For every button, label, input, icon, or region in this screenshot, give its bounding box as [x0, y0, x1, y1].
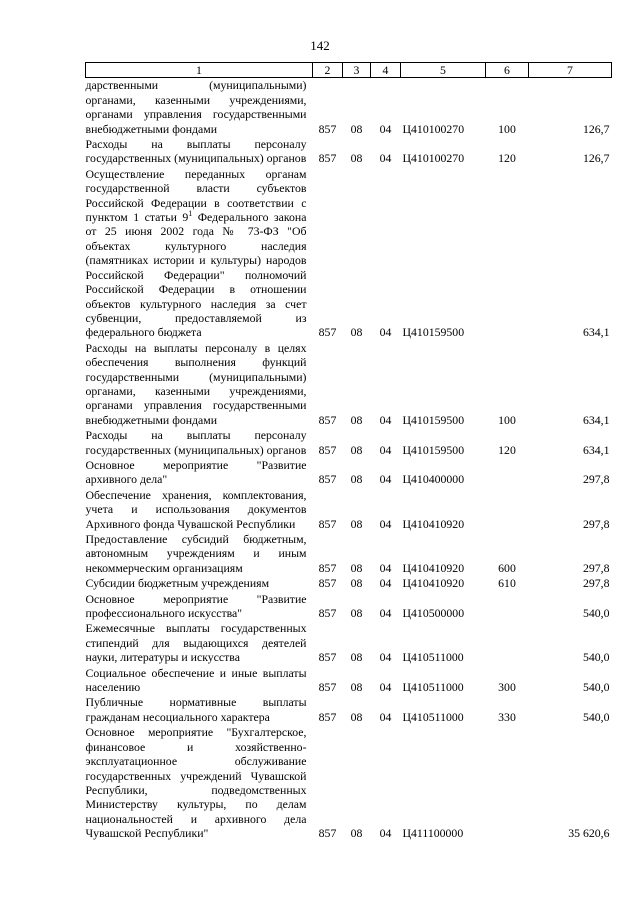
table-row — [86, 137, 612, 167]
header-col-4: 4 — [371, 63, 401, 78]
header-col-2: 2 — [313, 63, 343, 78]
table-row — [86, 458, 612, 488]
row-expense-type: 120 — [498, 442, 516, 457]
row-amount: 126,7 — [582, 151, 610, 166]
row-amount: 634,1 — [582, 412, 610, 427]
row-ministry: 857 — [318, 442, 337, 457]
row-section: 08 — [350, 516, 363, 531]
row-subsection: 04 — [379, 121, 392, 136]
row-subsection: 04 — [379, 680, 392, 695]
row-name: Социальное обеспечение и иные выплаты населению — [85, 665, 307, 695]
row-expense-type — [486, 458, 529, 488]
row-subsection: 04 — [379, 650, 392, 665]
row-target-article: Ц410410920 — [402, 576, 465, 591]
table-row — [86, 78, 612, 137]
row-amount: 297,8 — [582, 472, 610, 487]
row-amount: 126,7 — [582, 121, 610, 136]
row-subsection: 04 — [379, 516, 392, 531]
row-subsection: 04 — [379, 151, 392, 166]
row-amount: 634,1 — [582, 325, 610, 340]
table-row — [86, 488, 612, 532]
row-ministry: 857 — [318, 121, 337, 136]
row-name: Основное мероприятие "Развитие архивного дела" — [85, 457, 307, 487]
row-subsection: 04 — [379, 442, 392, 457]
header-col-6: 6 — [486, 63, 529, 78]
row-target-article: Ц410410920 — [402, 560, 465, 575]
row-amount: 35 620,6 — [568, 826, 610, 841]
row-name: Расходы на выплаты персоналу государственных (муниципальных) органов — [85, 428, 307, 457]
row-name: Расходы на выплаты персоналу в целях обеспечения выполнения функций государственными (муниципальными) органами, казенными учреждениями, органами управления государственными внебюджетными фондами — [85, 340, 307, 427]
row-expense-type: 600 — [498, 560, 516, 575]
row-amount: 297,8 — [582, 516, 610, 531]
row-subsection: 04 — [379, 709, 392, 724]
table-row — [86, 621, 612, 665]
row-target-article: Ц410100270 — [402, 151, 465, 166]
row-name: Основное мероприятие "Развитие профессионального искусства" — [85, 591, 307, 621]
table-row — [86, 695, 612, 725]
row-expense-type — [486, 488, 529, 532]
row-expense-type: 100 — [498, 412, 516, 427]
row-ministry: 857 — [318, 606, 337, 621]
table-row — [86, 725, 612, 841]
row-amount: 297,8 — [582, 576, 610, 591]
row-subsection: 04 — [379, 325, 392, 340]
row-section: 08 — [350, 606, 363, 621]
row-target-article: Ц410511000 — [402, 680, 464, 695]
table-row — [86, 666, 612, 696]
row-ministry: 857 — [318, 151, 337, 166]
row-name-part: Осуществление переданных органам государственной власти субъектов Российской Федерации в соответствии с пунктом 1 статьи 9 — [85, 166, 307, 225]
table-row — [86, 576, 612, 591]
row-target-article: Ц410511000 — [402, 650, 464, 665]
row-target-article: Ц410100270 — [402, 121, 465, 136]
row-subsection: 04 — [379, 412, 392, 427]
row-name-part: Федерального закона от 25 июня 2002 года № 73-ФЗ "Об объектах культурного наследия (памятниках истории и культуры) народов Российской Федерации" полномочий Российской Федерации в отношении объектов культурного наследия за счет субвенции, предоставляемой из федерального бюджета — [85, 210, 307, 340]
row-section: 08 — [350, 151, 363, 166]
row-name: Расходы на выплаты персоналу государственных (муниципальных) органов — [85, 137, 307, 166]
table-row — [86, 167, 612, 341]
row-ministry: 857 — [318, 680, 337, 695]
row-expense-type: 330 — [498, 709, 516, 724]
row-name: дарственными (муниципальными) органами, казенными учреждениями, органами управления государственными внебюджетными фондами — [85, 78, 307, 136]
row-ministry: 857 — [318, 560, 337, 575]
table-row — [86, 592, 612, 622]
row-ministry: 857 — [318, 826, 337, 841]
table-row — [86, 532, 612, 576]
row-expense-type — [486, 621, 529, 665]
row-subsection: 04 — [379, 606, 392, 621]
row-section: 08 — [350, 650, 363, 665]
page-number: 142 — [310, 38, 330, 53]
row-section: 08 — [350, 560, 363, 575]
header-col-5: 5 — [401, 63, 486, 78]
row-amount: 540,0 — [582, 606, 610, 621]
row-target-article: Ц410500000 — [402, 606, 465, 621]
row-target-article: Ц410400000 — [402, 472, 465, 487]
budget-table — [85, 62, 612, 842]
row-ministry: 857 — [318, 709, 337, 724]
row-target-article: Ц410159500 — [402, 442, 465, 457]
row-section: 08 — [350, 680, 363, 695]
row-expense-type: 610 — [498, 576, 516, 591]
row-amount: 634,1 — [582, 442, 610, 457]
row-amount: 540,0 — [582, 680, 610, 695]
table-header-row — [86, 63, 612, 78]
header-col-3: 3 — [343, 63, 371, 78]
row-section: 08 — [350, 472, 363, 487]
row-ministry: 857 — [318, 650, 337, 665]
row-subsection: 04 — [379, 560, 392, 575]
row-section: 08 — [350, 412, 363, 427]
row-amount: 540,0 — [582, 709, 610, 724]
row-ministry: 857 — [318, 472, 337, 487]
row-amount: 540,0 — [582, 650, 610, 665]
row-ministry: 857 — [318, 412, 337, 427]
header-col-7: 7 — [529, 63, 612, 78]
row-subsection: 04 — [379, 472, 392, 487]
row-expense-type — [486, 592, 529, 622]
row-name: Субсидии бюджетным учреждениям — [85, 576, 270, 591]
row-expense-type: 120 — [498, 151, 516, 166]
row-target-article: Ц411100000 — [402, 826, 464, 841]
row-target-article: Ц410159500 — [402, 325, 465, 340]
row-target-article: Ц410159500 — [402, 412, 465, 427]
row-amount: 297,8 — [582, 560, 610, 575]
row-section: 08 — [350, 709, 363, 724]
row-name: Публичные нормативные выплаты гражданам несоциального характера — [85, 695, 307, 724]
row-expense-type: 300 — [498, 680, 516, 695]
header-col-1: 1 — [86, 63, 313, 78]
row-ministry: 857 — [318, 576, 337, 591]
row-section: 08 — [350, 576, 363, 591]
row-ministry: 857 — [318, 516, 337, 531]
row-subsection: 04 — [379, 576, 392, 591]
row-subsection: 04 — [379, 826, 392, 841]
row-section: 08 — [350, 442, 363, 457]
table-row — [86, 428, 612, 458]
superscript: 1 — [188, 209, 193, 219]
row-target-article: Ц410511000 — [402, 709, 464, 724]
row-name: Ежемесячные выплаты государственных стипендий для выдающихся деятелей науки, литературы и искусства — [85, 621, 307, 665]
row-target-article: Ц410410920 — [402, 516, 465, 531]
row-expense-type — [486, 725, 529, 841]
row-section: 08 — [350, 826, 363, 841]
row-section: 08 — [350, 121, 363, 136]
row-name: Предоставление субсидий бюджетным, автономным учреждениям и иным некоммерческим организациям — [85, 532, 307, 575]
row-expense-type: 100 — [498, 121, 516, 136]
table-row — [86, 341, 612, 428]
row-name: Обеспечение хранения, комплектования, учета и использования документов Архивного фонда Чувашской Республики — [85, 487, 307, 531]
row-name — [86, 167, 313, 341]
row-expense-type — [486, 167, 529, 341]
row-ministry: 857 — [318, 325, 337, 340]
row-name: Основное мероприятие "Бухгалтерское, финансовое и хозяйственно-эксплуатационное обслуживание государственных учреждений Чувашской Республики, подведомственных Министерству культуры, по делам национальностей и архивного дела Чувашской Республики" — [85, 725, 307, 841]
row-section: 08 — [350, 325, 363, 340]
